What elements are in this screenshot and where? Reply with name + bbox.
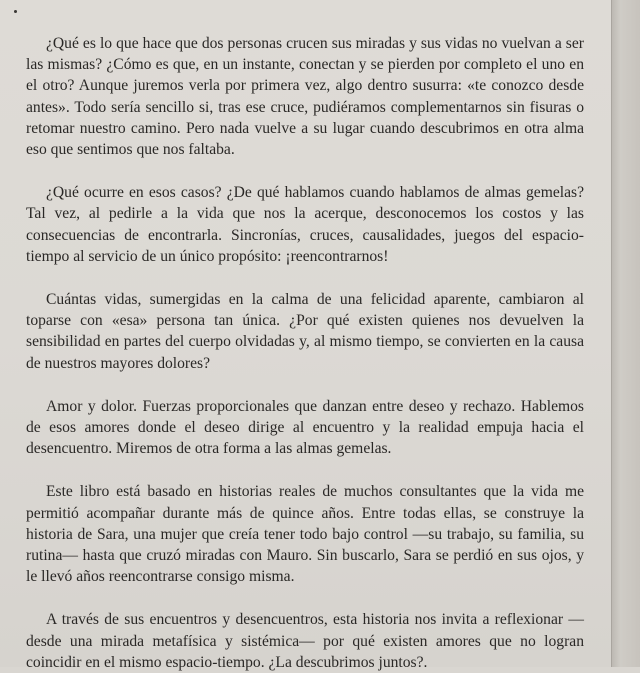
paragraph-1: ¿Qué es lo que hace que dos personas crucen sus miradas y sus vidas no vuelvan a ser las mismas? ¿Cómo es que, en un instante, conectan y se pierden por completo el uno en el otro? Aunque juremos verla por primera vez, algo dentro susurra: «te conozco desde antes». Todo sería sencillo si, tras ese cruce, pudiéramos complementarnos sin fisuras o retomar nuestro camino. Pero nada vuelve a su lugar cuando descubrimos en otra alma eso que sentimos que nos faltaba.	[26, 35, 584, 159]
body-text	[26, 33, 584, 673]
paragraph-5: Este libro está basado en historias reales de muchos consultantes que la vida me permitió acompañar durante más de quince años. Entre todas ellas, se construye la historia de Sara, una mujer que creía tener todo bajo control —su trabajo, su familia, su rutina— hasta que cruzó miradas con Mauro. Sin buscarlo, Sara se perdió en sus ojos, y le llevó años reencontrarse consigo misma.	[26, 483, 584, 586]
paragraph-6: A través de sus encuentros y desencuentros, esta historia nos invita a reflexionar —desde una mirada metafísica y sistémica— por qué existen amores que no logran coincidir en el mismo espacio-tiempo. ¿La descubrimos juntos?.	[26, 611, 584, 671]
paragraph-4: Amor y dolor. Fuerzas proporcionales que danzan entre deseo y rechazo. Hablemos de esos amores donde el deseo dirige al encuentro y la realidad empuja hacia el desencuentro. Miremos de otra forma a las almas gemelas.	[26, 397, 584, 458]
page-edge	[611, 0, 640, 667]
page-mark	[14, 10, 17, 13]
paragraph-3: Cuántas vidas, sumergidas en la calma de una felicidad aparente, cambiaron al toparse con «esa» persona tan única. ¿Por qué existen quienes nos devuelven la sensibilidad en partes del cuerpo olvidadas y, al mismo tiempo, se convierten en la causa de nuestros mayores dolores?	[26, 291, 584, 372]
paragraph-2: ¿Qué ocurre en esos casos? ¿De qué hablamos cuando hablamos de almas gemelas? Tal vez, al pedirle a la vida que nos la acerque, desconocemos los costos y las consecuencias de encontrarla. Sincronías, cruces, causalidades, juegos del espacio-tiempo al servicio de un único propósito: ¡reencontrarnos!	[26, 184, 584, 265]
